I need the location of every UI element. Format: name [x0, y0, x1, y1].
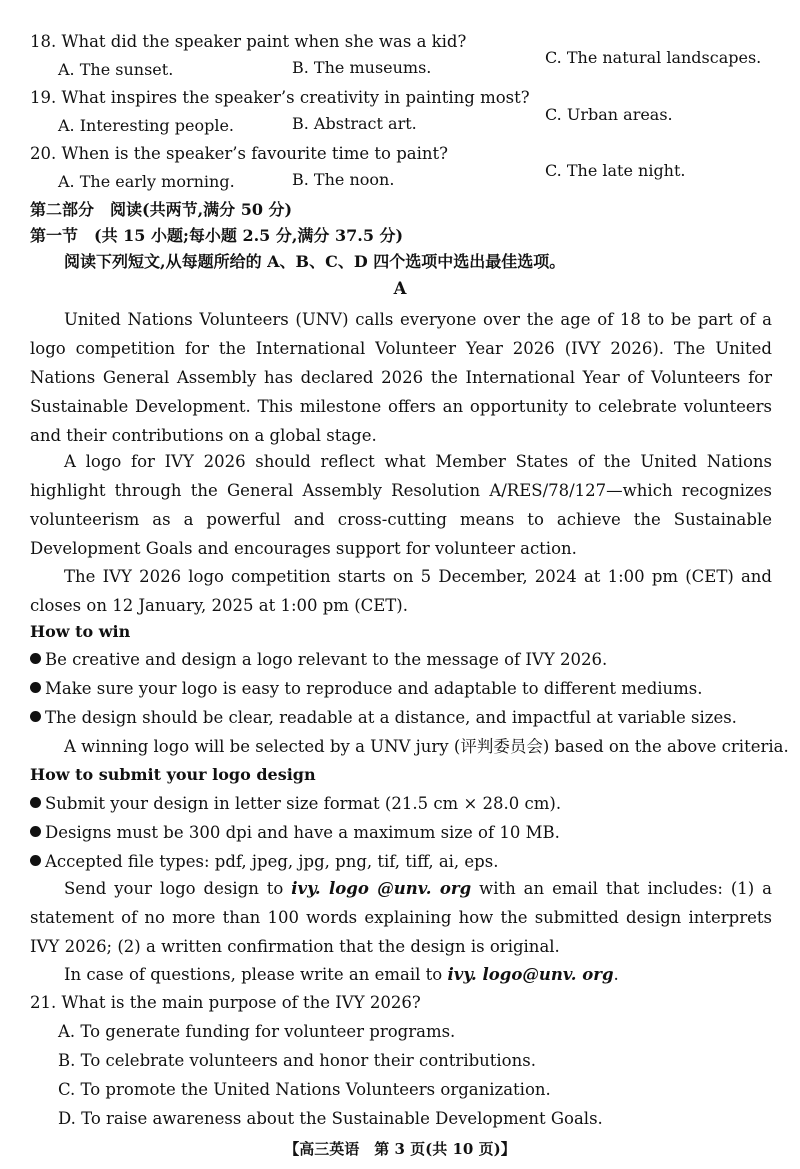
- question-20-option-a: A. The early morning.: [58, 172, 235, 191]
- question-18-stem: 18. What did the speaker paint when she was a kid?: [30, 32, 467, 51]
- bullet-icon: [30, 682, 41, 693]
- question-21-option-a: A. To generate funding for volunteer programs.: [58, 1022, 456, 1041]
- how-to-submit-heading: How to submit your logo design: [30, 765, 316, 784]
- bullet-icon: [30, 855, 41, 866]
- question-20-option-b: B. The noon.: [292, 170, 395, 189]
- jury-sentence: A winning logo will be selected by a UNV jury (评判委员会) based on the above criteria.: [64, 737, 789, 756]
- question-19-stem: 19. What inspires the speaker’s creativity in painting most?: [30, 88, 530, 107]
- contact-email: ivy. logo@unv. org: [447, 965, 614, 984]
- question-18-option-a: A. The sunset.: [58, 60, 174, 79]
- passage-paragraph-2: A logo for IVY 2026 should reflect what Member States of the United Nations highlight through the General Assembly Resolution A/RES/78/127—which recognizes volunteerism as a powerful and cross-cutting means to achieve the Sustainable Development Goals and encourages support for volunteer action.: [30, 452, 772, 558]
- bullet-icon: [30, 653, 41, 664]
- passage-paragraph-1: United Nations Volunteers (UNV) calls everyone over the age of 18 to be part of a logo competition for the International Volunteer Year 2026 (IVY 2026). The United Nations General Assembly has declared 2026 the International Year of Volunteers for Sustainable Development. This milestone offers an opportunity to celebrate volunteers and their contributions on a global stage.: [30, 310, 772, 445]
- question-21-option-c: C. To promote the United Nations Volunteers organization.: [58, 1080, 551, 1099]
- bullet-icon: [30, 711, 41, 722]
- send-instructions: Send your logo design to ivy. logo @unv. org with an email that includes: (1) a statement of no more than 100 words explaining how the submitted design interprets IVY 2026; (2) a written confirmation that the design is original.: [30, 879, 772, 956]
- question-21-stem: 21. What is the main purpose of the IVY 2026?: [30, 993, 421, 1012]
- part-two-title: 第二部分 阅读(共两节,满分 50 分): [30, 200, 293, 219]
- question-19-option-a: A. Interesting people.: [58, 116, 235, 135]
- question-19-option-c: C. Urban areas.: [545, 105, 673, 124]
- section-one-title: 第一节 (共 15 小题;每小题 2.5 分,满分 37.5 分): [30, 226, 404, 245]
- question-20-option-c: C. The late night.: [545, 161, 686, 180]
- win-bullet-3: The design should be clear, readable at a distance, and impactful at variable sizes.: [30, 708, 737, 728]
- win-bullet-1: Be creative and design a logo relevant to the message of IVY 2026.: [30, 650, 607, 670]
- question-18-option-c: C. The natural landscapes.: [545, 48, 762, 67]
- reading-instruction: 阅读下列短文,从每题所给的 A、B、C、D 四个选项中选出最佳选项。: [64, 252, 566, 271]
- how-to-win-heading: How to win: [30, 622, 131, 641]
- passage-paragraph-3: The IVY 2026 logo competition starts on 5 December, 2024 at 1:00 pm (CET) and closes on 12 January, 2025 at 1:00 pm (CET).: [30, 567, 772, 615]
- question-18-option-b: B. The museums.: [292, 58, 432, 77]
- passage-label: A: [393, 279, 407, 298]
- question-20-stem: 20. When is the speaker’s favourite time to paint?: [30, 144, 448, 163]
- question-21-option-d: D. To raise awareness about the Sustainable Development Goals.: [58, 1109, 603, 1128]
- submit-bullet-2: Designs must be 300 dpi and have a maximum size of 10 MB.: [30, 823, 560, 843]
- page-footer: 【高三英语 第 3 页(共 10 页)】: [284, 1140, 516, 1158]
- submit-bullet-3: Accepted file types: pdf, jpeg, jpg, png, tif, tiff, ai, eps.: [30, 852, 498, 872]
- question-21-option-b: B. To celebrate volunteers and honor their contributions.: [58, 1051, 536, 1070]
- bullet-icon: [30, 826, 41, 837]
- question-19-option-b: B. Abstract art.: [292, 114, 417, 133]
- win-bullet-2: Make sure your logo is easy to reproduce and adaptable to different mediums.: [30, 679, 703, 699]
- submit-bullet-1: Submit your design in letter size format (21.5 cm × 28.0 cm).: [30, 794, 561, 814]
- bullet-icon: [30, 797, 41, 808]
- submission-email: ivy. logo @unv. org: [291, 879, 472, 898]
- questions-contact: In case of questions, please write an email to ivy. logo@unv. org.: [64, 965, 619, 984]
